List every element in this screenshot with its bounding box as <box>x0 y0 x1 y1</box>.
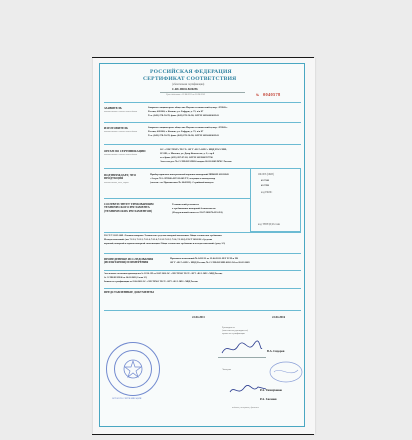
cert-body-line: Аттестат рег. № ССПБ.RU.ПБ16 выдан 26.03.2009 МЧС России <box>160 160 232 163</box>
divider <box>104 270 301 271</box>
cert-body-line: 115191, г. Москва, ул. Двор Колозеева, д. 2, стр.8 <box>160 152 215 155</box>
product-line: Прибор приемно-контрольный охранно-пожарный ППКОП 01183349 <box>150 173 229 176</box>
divider <box>104 253 301 254</box>
number-underline <box>160 92 245 93</box>
overprint-stamp-icon <box>268 360 304 384</box>
divider <box>104 144 301 145</box>
okp-code-value: 43 7291 <box>261 184 270 187</box>
manufacturer-line: Тел. (843) 278-50-78, факс (843) 278-50-90, ОГРН 1021600363341 <box>148 134 219 137</box>
tnved-code-label: код ТН ВЭД России <box>258 223 280 226</box>
product-note: наименование, тип, марка <box>104 182 129 184</box>
manufacturer-line: Закрытое акционерное общество Научно-технический центр «ТЕКО». <box>148 126 228 129</box>
serial-prefix: № <box>256 93 260 97</box>
ekps-code-label: код ЕКПС <box>261 191 273 194</box>
applicant-line: Закрытое акционерное общество Научно-технический центр «ТЕКО». <box>148 106 228 109</box>
product-line: (состав: см. Приложение № 0042112). Серийный выпуск <box>150 181 214 184</box>
divider <box>104 310 301 311</box>
tests-label: ПРОВЕДЕННЫЕ ИССЛЕДОВАНИЯ (ИСПЫТАНИЯ) И ИЗМЕРЕНИЯ <box>104 257 154 265</box>
product-label: ПОДТВЕРЖДАЕТ, ЧТО ПРОДУКЦИЯ <box>104 173 136 181</box>
head-title: Руководитель <box>222 327 235 329</box>
applicant-line: Россия, 420108, г. Казань, ул. Гафури, д. 71, а/я 87 <box>148 110 204 113</box>
requirements-line: о требованиях пожарной безопасности <box>172 207 216 210</box>
seal-emblem-icon <box>119 355 147 383</box>
documents-label: ПРЕДСТАВЛЕННЫЕ ДОКУМЕНТЫ <box>104 290 154 294</box>
requirements-line: Технический регламент <box>172 203 200 206</box>
requirements-line: (Федеральный закон от 22.07.2008 №123-ФЗ) <box>172 211 223 214</box>
applicant-note: наименование и место нахождения <box>104 111 138 113</box>
documents-line: Акт анализа состояния производства № 32/10-СП от 18.07.2010 ОС «СИСТЕМА ТЕСТ» ФГУ «ВСА ОПС» МВД России, <box>104 273 223 275</box>
standard-line: охранной, пожарной и охранно-пожарной сигнализации. Общие технические требования и методы испытаний» (разд. 3-5) <box>104 243 226 245</box>
manufacturer-line: Россия, 420108, г. Казань, ул. Гафури, д. 71, а/я 87 <box>148 130 204 133</box>
requirements-label: СООТВЕТСТВУЕТ ТРЕБОВАНИЯМ ТЕХНИЧЕСКОГО РЕГЛАМЕНТА (ТЕХНИЧЕСКИХ РЕГЛАМЕНТОВ) <box>104 202 154 213</box>
cert-body-line: ОС «СИСТЕМА ТЕСТ» ФГУ «ВСА ОПС» МВД РОССИИ, <box>160 148 227 151</box>
applicant-label: ЗАЯВИТЕЛЬ <box>104 106 122 110</box>
manufacturer-label: ИЗГОТОВИТЕЛЬ <box>104 126 128 130</box>
product-line: «Астра-712» ИУКК.425513.009 ТУ, текущая в коммутатор <box>150 177 216 180</box>
divider <box>104 198 250 199</box>
expert-name: Р.А. Тимирханов <box>260 388 282 392</box>
tests-line: Протокол испытаний № 0411/11 от 13.04.2011. ИЛ ТСП и ПЗ <box>170 257 238 260</box>
issue-date: 22.04.2011 <box>192 315 205 319</box>
certificate-title: СЕРТИФИКАТ СООТВЕТСТВИЯ <box>143 76 237 82</box>
bottom-rule <box>92 434 314 435</box>
serial-number: 0040578 <box>263 92 281 97</box>
country-title: РОССИЙСКАЯ ФЕДЕРАЦИЯ <box>150 69 232 75</box>
signature-note: подпись, инициалы, фамилия <box>232 407 259 409</box>
certification-seal <box>106 342 160 396</box>
sig-line <box>218 357 266 358</box>
seal-text: ОРГАН ПО СЕРТИФИКАЦИИ <box>112 398 142 400</box>
standard-line: Методы испытаний» (пп. 7.2.1.1, 7.2.1.2, 7.2.1.4, 7.2.1.6, 7.2.3.1-7.2.3.5, 7.2.6, 7.2.10.2), ГОСТ 16242-86 «Средства <box>104 239 213 241</box>
certificate-number: С-RU.ПБ16.В.00256 <box>172 87 198 91</box>
cert-body-label: ОРГАН ПО СЕРТИФИКАЦИИ <box>104 149 146 153</box>
manufacturer-note: наименование и место нахождения <box>104 131 138 133</box>
standard-line: ГОСТ Р 53325-2009 «Техника пожарная. Технические средства пожарной автоматики. Общие технические требования. <box>104 235 222 237</box>
head-title: органа по сертификации <box>222 333 245 335</box>
expert-name: Р.А. Хасанов <box>260 397 277 401</box>
head-title: (заместитель руководителя) <box>222 330 248 332</box>
divider <box>104 122 301 123</box>
head-signature <box>220 340 264 358</box>
expiry-date: 22.04.2016 <box>272 315 286 319</box>
certificate-border <box>99 63 305 427</box>
divider <box>104 232 301 233</box>
divider <box>104 102 301 103</box>
okp-code-label: ОК 005 (ОКП) <box>258 173 274 176</box>
tests-line: ФГУ «ВСА ОПС» МВД России, № ССПБ.RU.ИН.009.1.94 от 20.05.2009 <box>170 261 250 264</box>
validity-period: Срок действия с 22.04.2011 по 22.04.2016 <box>166 94 205 96</box>
documents-line: № ССПБ.RU.ПБ16 от 26.03.2009 (Схема 3С) <box>104 277 148 279</box>
applicant-line: Тел. (843) 278-50-78, факс (843) 278-50-90, ОГРН 1021600363341 <box>148 114 219 117</box>
documents-line: Заявка на сертификацию от 22.04.2011 ОС «СИСТЕМА ТЕСТ» ФГУ «ВСА ОПС» МВД России <box>104 281 198 283</box>
divider <box>104 288 301 289</box>
okp-code-value: 43 7241 <box>261 179 270 182</box>
certificate-page <box>93 58 315 434</box>
head-name: В.А. Сидоров <box>267 349 285 353</box>
cert-body-line: тел./факс (495) 287-97-82, ОГРН 1023900707790 <box>160 156 213 159</box>
cert-body-note: наименование и место нахождения <box>104 154 138 156</box>
registry-note: (обязательная сертификация) <box>172 83 205 86</box>
experts-label: Эксперты <box>222 369 232 371</box>
